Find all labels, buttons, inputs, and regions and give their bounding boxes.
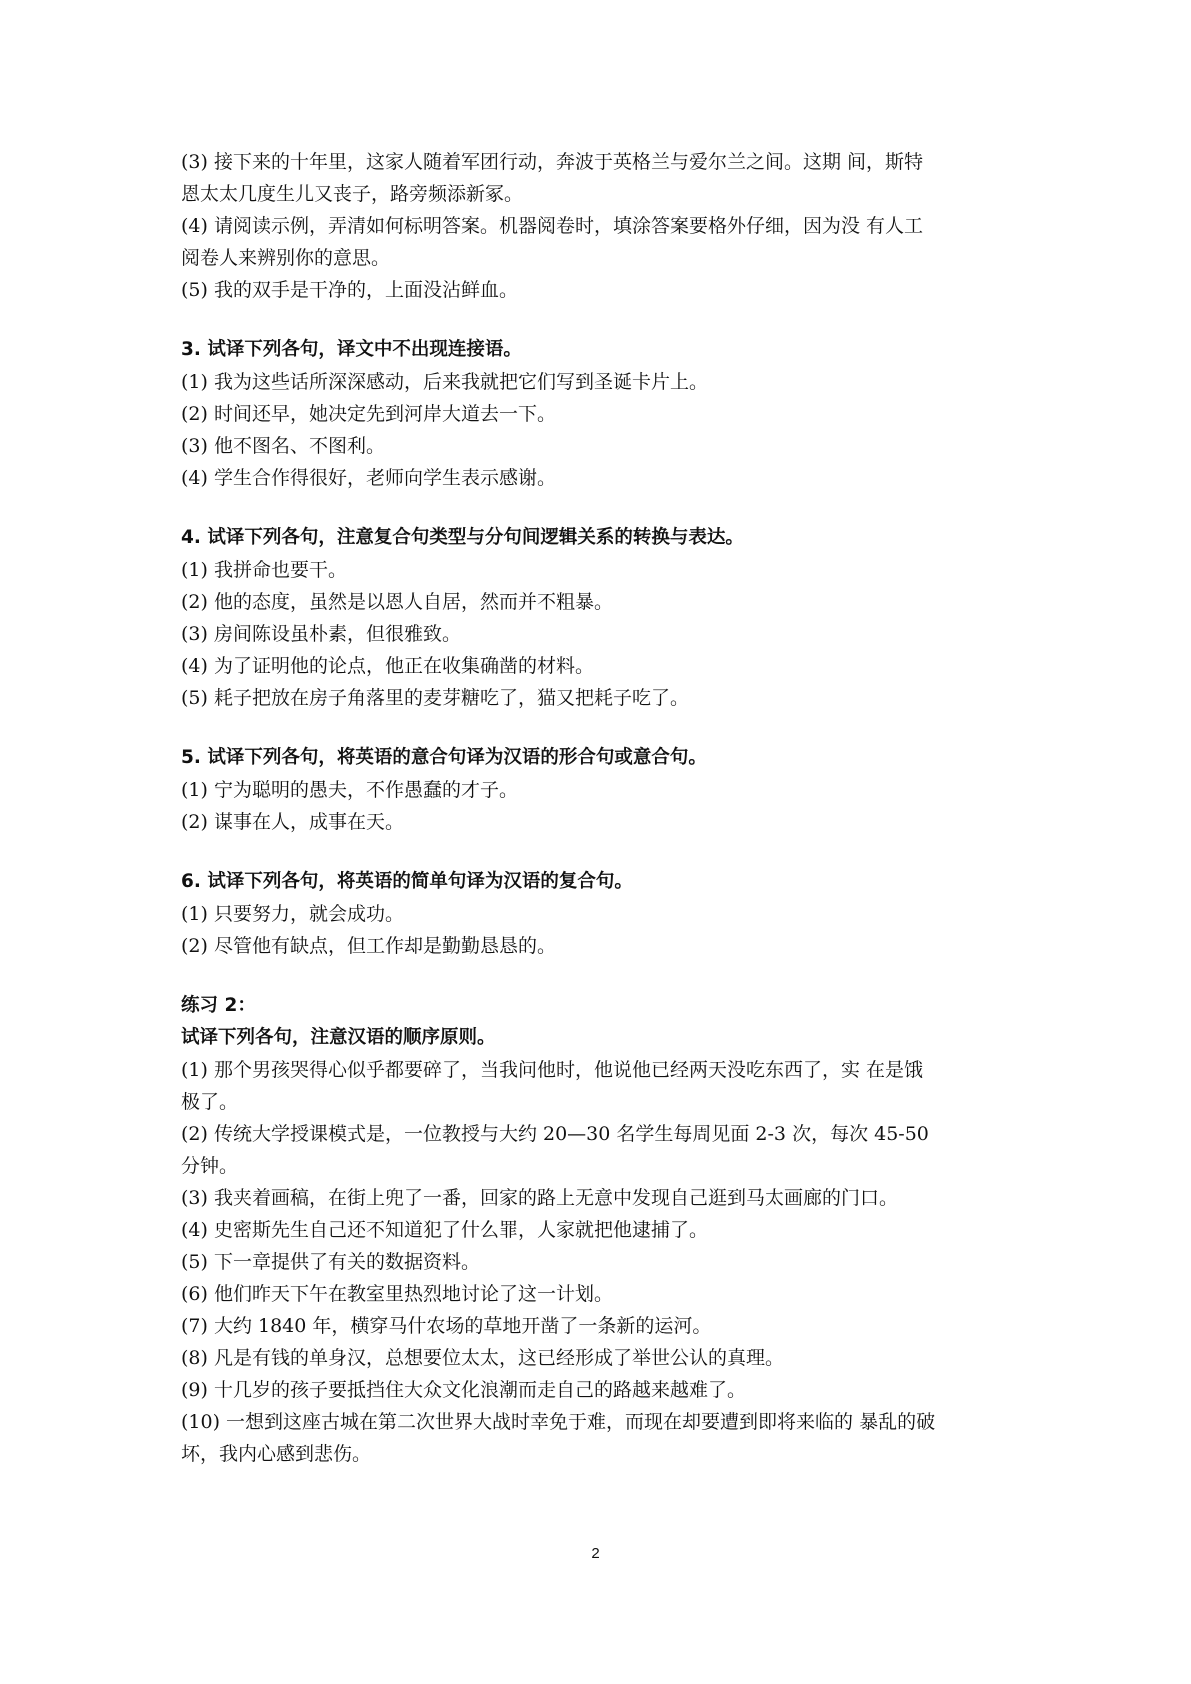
exercise-item: (1) 我拼命也要干。 (181, 559, 347, 581)
section-heading: 6. 试译下列各句，将英语的简单句译为汉语的复合句。 (181, 871, 633, 892)
exercise-item: (2) 时间还早，她决定先到河岸大道去一下。 (181, 403, 556, 425)
exercise-item: (3) 我夹着画稿，在街上兜了一番，回家的路上无意中发现自己逛到马太画廊的门口。 (181, 1187, 898, 1209)
exercise-item: (1) 我为这些话所深深感动，后来我就把它们写到圣诞卡片上。 (181, 371, 708, 393)
section-heading: 试译下列各句，注意汉语的顺序原则。 (181, 1027, 496, 1048)
exercise-item: (4) 学生合作得很好，老师向学生表示感谢。 (181, 467, 556, 489)
section-spacer (181, 714, 1021, 742)
exercise-item: (9) 十几岁的孩子要抵挡住大众文化浪潮而走自己的路越来越难了。 (181, 1379, 746, 1401)
item-continuation-line: 阅卷人来辨别你的意思。 (181, 247, 391, 269)
section-heading: 4. 试译下列各句，注意复合句类型与分句间逻辑关系的转换与表达。 (181, 527, 744, 548)
section-heading: 5. 试译下列各句，将英语的意合句译为汉语的形合句或意合句。 (181, 747, 707, 768)
exercise-item: (4) 请阅读示例，弄清如何标明答案。机器阅卷时，填涂答案要格外仔细，因为没 有人工 (181, 215, 923, 237)
exercise-item: (3) 接下来的十年里，这家人随着军团行动，奔波于英格兰与爱尔兰之间。这期 间，斯特 (181, 151, 923, 173)
item-continuation-line: 极了。 (181, 1091, 239, 1113)
exercise-item: (5) 耗子把放在房子角落里的麦芽糖吃了，猫又把耗子吃了。 (181, 687, 689, 709)
exercise-item: (1) 那个男孩哭得心似乎都要碎了，当我问他时，他说他已经两天没吃东西了，实 在是饿 (181, 1059, 923, 1081)
section-spacer (181, 838, 1021, 866)
exercise-item: (5) 下一章提供了有关的数据资料。 (181, 1251, 480, 1273)
exercise-item: (3) 他不图名、不图利。 (181, 435, 385, 457)
exercise-item: (2) 谋事在人，成事在天。 (181, 811, 404, 833)
exercise-item: (8) 凡是有钱的单身汉，总想要位太太，这已经形成了举世公认的真理。 (181, 1347, 784, 1369)
section-heading: 3. 试译下列各句，译文中不出现连接语。 (181, 339, 522, 360)
exercise-item: (5) 我的双手是干净的，上面没沾鲜血。 (181, 279, 518, 301)
document-body (181, 146, 1021, 1470)
exercise-item: (1) 只要努力，就会成功。 (181, 903, 404, 925)
page-number: 2 (591, 1545, 600, 1562)
exercise-item: (2) 他的态度，虽然是以恩人自居，然而并不粗暴。 (181, 591, 613, 613)
item-continuation-line: 分钟。 (181, 1155, 239, 1177)
exercise-item: (3) 房间陈设虽朴素，但很雅致。 (181, 623, 461, 645)
item-continuation-line: 恩太太几度生儿又丧子，路旁频添新冢。 (181, 183, 524, 205)
exercise-item: (10) 一想到这座古城在第二次世界大战时幸免于难，而现在却要遭到即将来临的 暴乱的破 (181, 1411, 936, 1433)
exercise-item: (6) 他们昨天下午在教室里热烈地讨论了这一计划。 (181, 1283, 613, 1305)
exercise-item: (4) 史密斯先生自己还不知道犯了什么罪，人家就把他逮捕了。 (181, 1219, 708, 1241)
section-spacer (181, 306, 1021, 334)
exercise-item: (2) 传统大学授课模式是，一位教授与大约 20—30 名学生每周见面 2-3 次，每次 45-50 (181, 1123, 929, 1145)
exercise-item: (7) 大约 1840 年，横穿马什农场的草地开凿了一条新的运河。 (181, 1315, 712, 1337)
section-spacer (181, 494, 1021, 522)
item-continuation-line: 坏，我内心感到悲伤。 (181, 1443, 372, 1465)
exercise-item: (4) 为了证明他的论点，他正在收集确凿的材料。 (181, 655, 594, 677)
section-spacer (181, 962, 1021, 990)
exercise-item: (2) 尽管他有缺点，但工作却是勤勤恳恳的。 (181, 935, 556, 957)
section-heading: 练习 2： (181, 995, 256, 1016)
exercise-item: (1) 宁为聪明的愚夫，不作愚蠢的才子。 (181, 779, 518, 801)
